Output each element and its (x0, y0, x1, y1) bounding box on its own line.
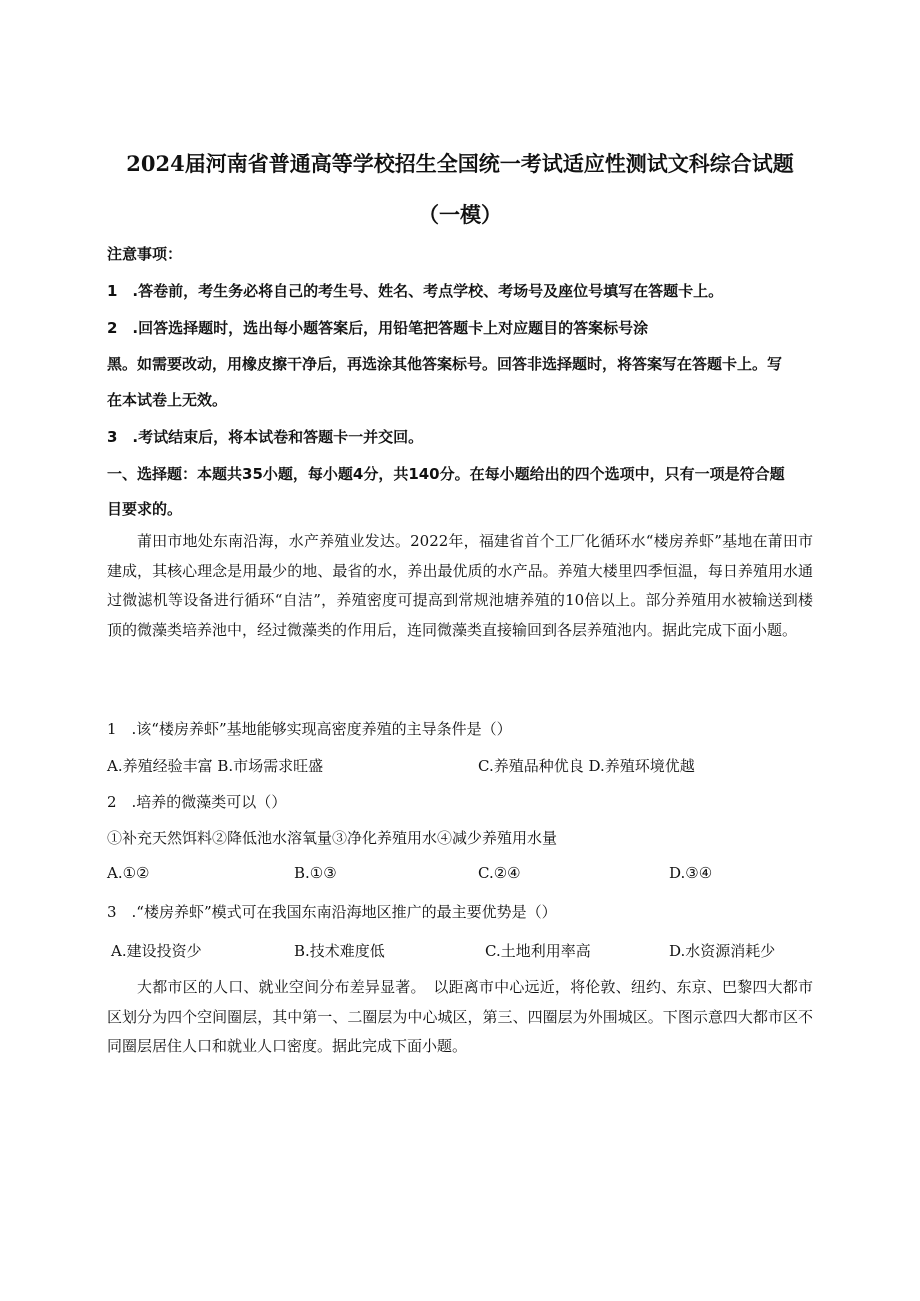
section-heading-line-1: 一、选择题：本题共35小题，每小题4分，共140分。在每小题给出的四个选项中，只有一项是符合题 (107, 465, 785, 483)
notice-item-3: 3 .考试结束后，将本试卷和答题卡一并交回。 (107, 428, 424, 446)
exam-subtitle: （一模） (418, 202, 502, 227)
question-2-option-d: D.③④ (669, 864, 713, 882)
notice-item-2-line-3: 在本试卷上无效。 (107, 391, 228, 409)
passage-2: 大都市区的人口、就业空间分布差异显著。 以距离市中心远近，将伦敦、纽约、东京、巴黎四大都市区划分为四个空间圈层，其中第一、二圈层为中心城区，第三、四圈层为外围城区。下图示意四大都市区不同圈层居住人口和就业人口密度。据此完成下面小题。 (107, 978, 813, 1056)
question-2-statements: ①补充天然饵料②降低池水溶氧量③净化养殖用水④减少养殖用水量 (107, 829, 558, 847)
section-heading-line-2: 目要求的。 (107, 500, 183, 518)
question-1-options-cd: C.养殖品种优良 D.养殖环境优越 (478, 757, 695, 775)
notice-item-2-line-1: 2 .回答选择题时，选出每小题答案后，用铅笔把答题卡上对应题目的答案标号涂 (107, 319, 649, 337)
passage-1: 莆田市地处东南沿海，水产养殖业发达。2022年，福建省首个工厂化循环水“楼房养虾”基地在莆田市建成，其核心理念是用最少的地、最省的水，养出最优质的水产品。养殖大楼里四季恒温，每日养殖用水通过微滤机等设备进行循环“自洁”，养殖密度可提高到常规池塘养殖的10倍以上。部分养殖用水被输送到楼顶的微藻类培养池中，经过微藻类的作用后，连同微藻类直接输回到各层养殖池内。据此完成下面小题。 (107, 532, 813, 639)
question-3-stem: 3 .“楼房养虾”模式可在我国东南沿海地区推广的最主要优势是（） (107, 903, 557, 921)
notice-item-2-line-2: 黑。如需要改动，用橡皮擦干净后，再选涂其他答案标号。回答非选择题时，将答案写在答题卡上。写 (107, 355, 783, 373)
question-3-option-a: A.建设投资少 (111, 942, 202, 960)
question-2-stem: 2 .培养的微藻类可以（） (107, 793, 287, 811)
notice-heading: 注意事项： (107, 245, 183, 263)
exam-title: 2024届河南省普通高等学校招生全国统一考试适应性测试文科综合试题 (126, 151, 794, 176)
question-2-option-a: A.①② (107, 864, 150, 882)
question-3-option-b: B.技术难度低 (294, 942, 385, 960)
notice-item-1: 1 .答卷前，考生务必将自己的考生号、姓名、考点学校、考场号及座位号填写在答题卡上。 (107, 282, 724, 300)
question-3-option-c: C.土地利用率高 (485, 942, 591, 960)
question-1-options-ab: A.养殖经验丰富 B.市场需求旺盛 (107, 757, 324, 775)
question-2-option-b: B.①③ (294, 864, 337, 882)
question-2-option-c: C.②④ (478, 864, 521, 882)
question-1-stem: 1 .该“楼房养虾”基地能够实现高密度养殖的主导条件是（） (107, 720, 512, 738)
question-3-option-d: D.水资源消耗少 (669, 942, 776, 960)
